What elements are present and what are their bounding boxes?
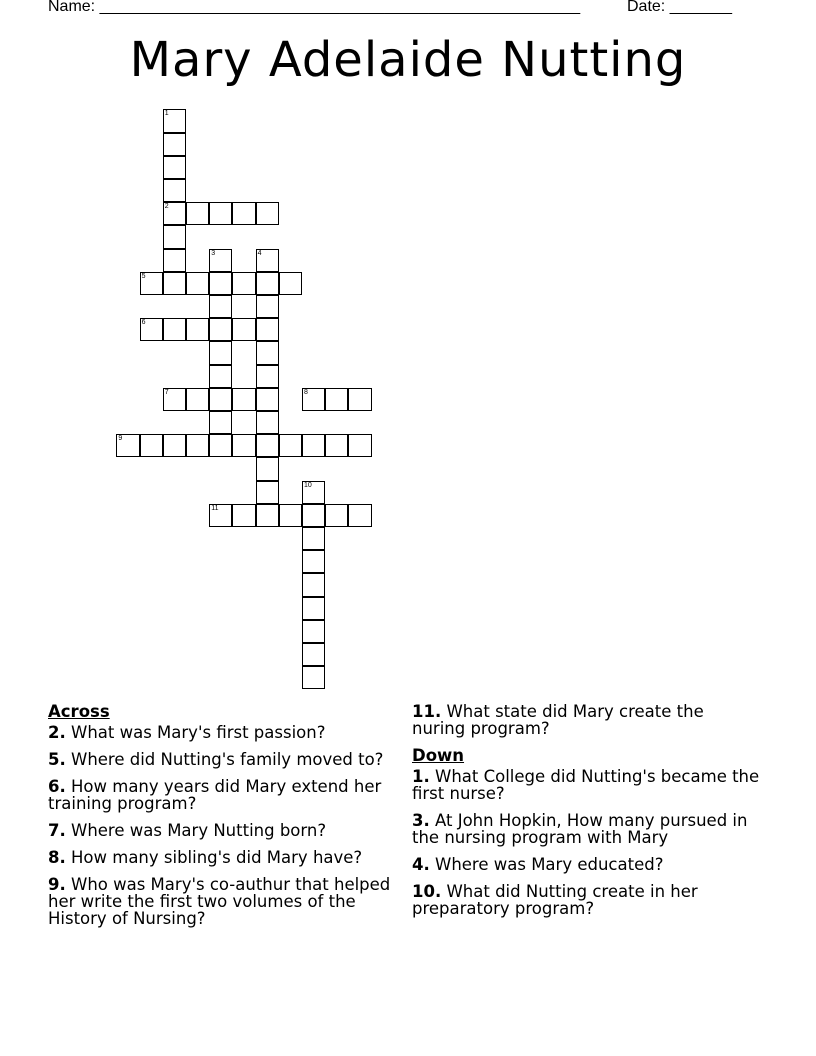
clue-across-11 — [412, 703, 762, 737]
clue-number: 1. — [412, 767, 430, 786]
cell-number: 7 — [164, 388, 169, 396]
clue-text: What did Nutting create in her preparatory program? — [412, 882, 698, 918]
cell-number: 9 — [118, 435, 123, 443]
grid-cell[interactable] — [302, 573, 325, 596]
grid-cell[interactable] — [163, 133, 186, 156]
grid-cell[interactable] — [232, 202, 255, 225]
grid-cell[interactable] — [163, 156, 186, 179]
clue-text: Where did Nutting's family moved to? — [71, 750, 384, 769]
cell-number: 8 — [304, 388, 308, 396]
clue-number: 11. — [412, 702, 442, 721]
clue-down-1 — [412, 768, 762, 802]
grid-cell[interactable] — [256, 481, 279, 504]
grid-cell[interactable] — [325, 388, 348, 411]
grid-cell[interactable] — [209, 272, 232, 295]
clue-number: 3. — [412, 811, 430, 830]
grid-cell[interactable] — [256, 457, 279, 480]
clues-right-column — [412, 703, 762, 927]
grid-cell[interactable] — [348, 504, 371, 527]
across-heading: Across — [48, 702, 110, 721]
grid-cell[interactable] — [209, 504, 232, 527]
grid-cell[interactable] — [209, 388, 232, 411]
clue-across-2 — [48, 724, 393, 741]
grid-cell[interactable] — [279, 272, 302, 295]
grid-cell[interactable] — [209, 411, 232, 434]
grid-cell[interactable] — [232, 388, 255, 411]
grid-cell[interactable] — [186, 272, 209, 295]
clue-number: 7. — [48, 821, 66, 840]
grid-cell[interactable] — [232, 318, 255, 341]
name-field-label: Name: ______________________________________________________ — [48, 0, 581, 15]
cell-number: 2 — [164, 203, 169, 211]
grid-cell[interactable] — [302, 504, 325, 527]
clue-text: What state did Mary create the nuring program? — [412, 702, 704, 738]
clue-across-5 — [48, 751, 393, 768]
grid-cell[interactable] — [279, 504, 302, 527]
grid-cell[interactable] — [302, 481, 325, 504]
grid-cell[interactable] — [256, 202, 279, 225]
grid-cell[interactable] — [232, 434, 255, 457]
cell-number: 3 — [211, 249, 216, 257]
page-title: Mary Adelaide Nutting — [129, 32, 687, 88]
clue-text: How many sibling's did Mary have? — [71, 848, 363, 867]
grid-cell[interactable] — [186, 434, 209, 457]
grid-cell[interactable] — [302, 597, 325, 620]
grid-cell[interactable] — [256, 295, 279, 318]
grid-cell[interactable] — [163, 434, 186, 457]
grid-cell[interactable] — [140, 272, 163, 295]
grid-cell[interactable] — [209, 318, 232, 341]
cell-number: 10 — [304, 481, 312, 489]
grid-cell[interactable] — [163, 249, 186, 272]
date-field-label: Date: _______ — [627, 0, 732, 15]
grid-cell[interactable] — [116, 434, 139, 457]
grid-cell[interactable] — [140, 318, 163, 341]
cell-number: 6 — [141, 319, 146, 327]
clue-across-9 — [48, 876, 393, 927]
grid-cell[interactable] — [186, 318, 209, 341]
grid-cell[interactable] — [279, 434, 302, 457]
grid-cell[interactable] — [209, 434, 232, 457]
grid-cell[interactable] — [302, 643, 325, 666]
clue-text: Where was Mary Nutting born? — [71, 821, 327, 840]
grid-cell[interactable] — [209, 202, 232, 225]
grid-cell[interactable] — [256, 249, 279, 272]
clue-number: 5. — [48, 750, 66, 769]
grid-cell[interactable] — [348, 388, 371, 411]
grid-cell[interactable] — [256, 388, 279, 411]
grid-cell[interactable] — [256, 272, 279, 295]
down-heading: Down — [412, 746, 465, 765]
grid-cell[interactable] — [209, 249, 232, 272]
cell-number: 11 — [211, 504, 219, 512]
grid-cell[interactable] — [163, 318, 186, 341]
clue-number: 6. — [48, 777, 66, 796]
clue-text: Who was Mary's co-authur that helped her write the first two volumes of the History of Nursing? — [48, 875, 391, 928]
grid-cell[interactable] — [302, 388, 325, 411]
clue-number: 4. — [412, 855, 430, 874]
grid-cell[interactable] — [256, 318, 279, 341]
grid-cell[interactable] — [302, 620, 325, 643]
grid-cell[interactable] — [256, 434, 279, 457]
grid-cell[interactable] — [163, 388, 186, 411]
clue-text: What College did Nutting's became the first nurse? — [412, 767, 760, 803]
clue-across-6 — [48, 778, 393, 812]
cell-number: 1 — [164, 110, 169, 118]
grid-cell[interactable] — [232, 272, 255, 295]
grid-cell[interactable] — [163, 109, 186, 132]
clue-number: 8. — [48, 848, 66, 867]
grid-cell[interactable] — [209, 295, 232, 318]
grid-cell[interactable] — [325, 434, 348, 457]
grid-cell[interactable] — [348, 434, 371, 457]
grid-cell[interactable] — [256, 504, 279, 527]
grid-cell[interactable] — [302, 550, 325, 573]
clue-down-4 — [412, 856, 762, 873]
clue-text: What was Mary's first passion? — [71, 723, 326, 742]
grid-cell[interactable] — [163, 272, 186, 295]
grid-cell[interactable] — [209, 365, 232, 388]
grid-cell[interactable] — [302, 434, 325, 457]
grid-cell[interactable] — [186, 388, 209, 411]
grid-cell[interactable] — [256, 341, 279, 364]
grid-cell[interactable] — [163, 225, 186, 248]
cell-number: 5 — [141, 272, 146, 280]
clue-number: 10. — [412, 882, 442, 901]
clue-text: Where was Mary educated? — [435, 855, 664, 874]
grid-cell[interactable] — [186, 202, 209, 225]
clue-number: 2. — [48, 723, 66, 742]
cell-number: 4 — [257, 249, 262, 257]
clue-text: How many years did Mary extend her training program? — [48, 777, 382, 813]
grid-cell[interactable] — [209, 341, 232, 364]
clues-left-column — [48, 703, 393, 937]
clue-across-7 — [48, 822, 393, 839]
grid-cell[interactable] — [302, 527, 325, 550]
grid-cell[interactable] — [163, 179, 186, 202]
grid-cell[interactable] — [232, 504, 255, 527]
grid-cell[interactable] — [140, 434, 163, 457]
clue-down-3 — [412, 812, 762, 846]
grid-cell[interactable] — [325, 504, 348, 527]
clue-across-8 — [48, 849, 393, 866]
clue-down-10 — [412, 883, 762, 917]
grid-cell[interactable] — [256, 365, 279, 388]
grid-cell[interactable] — [163, 202, 186, 225]
grid-cell[interactable] — [256, 411, 279, 434]
clue-number: 9. — [48, 875, 66, 894]
grid-cell[interactable] — [302, 666, 325, 689]
clue-text: At John Hopkin, How many pursued in the nursing program with Mary — [412, 811, 748, 847]
